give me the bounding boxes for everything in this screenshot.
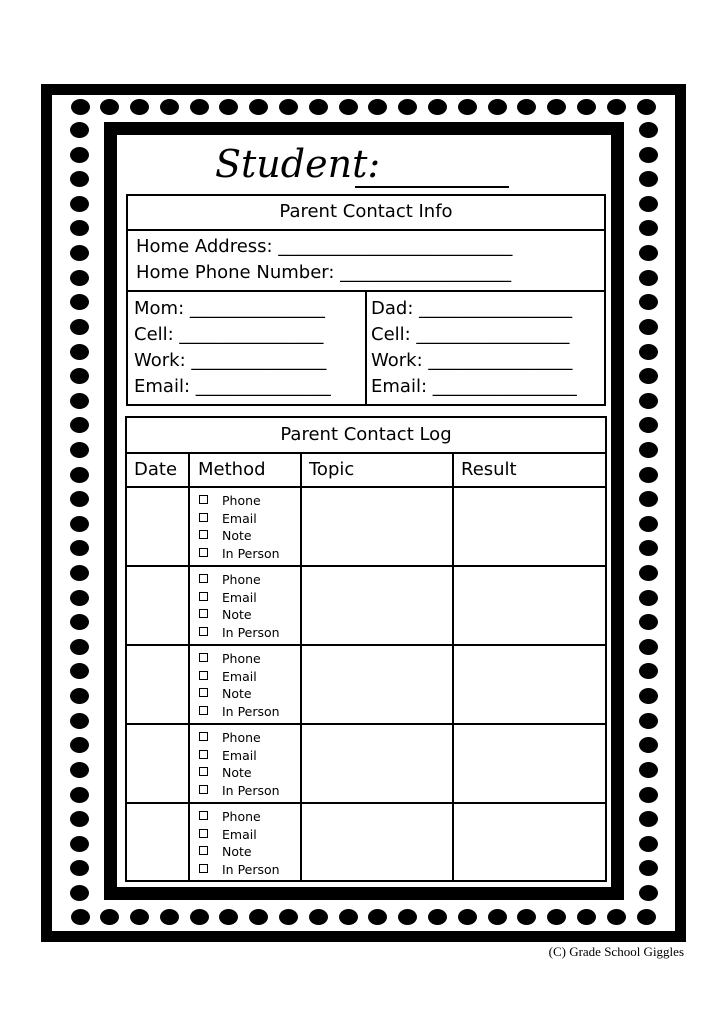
method-option[interactable] [199, 861, 280, 879]
method-option-label: Email [222, 668, 257, 684]
polka-dot [100, 909, 119, 925]
method-option-label: Phone [222, 572, 261, 587]
polka-dot [639, 713, 658, 729]
mom-name-field[interactable]: Mom: _______________ [134, 298, 325, 319]
polka-dot [639, 491, 658, 507]
info-title: Parent Contact Info [279, 201, 453, 222]
checkbox-icon[interactable] [199, 706, 208, 715]
polka-dot [637, 909, 656, 925]
polka-dot [639, 393, 658, 409]
polka-dot [70, 467, 89, 483]
polka-dot [607, 99, 626, 115]
method-option-label: Note [222, 686, 252, 701]
polka-dot [639, 516, 658, 532]
polka-dot [219, 99, 238, 115]
col-header-method: Method [198, 459, 266, 480]
polka-dot [130, 909, 149, 925]
polka-dot [428, 99, 447, 115]
method-option[interactable] [199, 589, 257, 607]
method-option[interactable] [199, 624, 280, 642]
polka-dot [458, 99, 477, 115]
polka-dot [639, 787, 658, 803]
polka-dot [309, 99, 328, 115]
log-title: Parent Contact Log [280, 424, 452, 445]
polka-dot [639, 860, 658, 876]
polka-dot [70, 713, 89, 729]
polka-dot [70, 787, 89, 803]
polka-dot [639, 836, 658, 852]
method-option-label: Email [222, 589, 257, 605]
polka-dot [160, 909, 179, 925]
polka-dot [70, 590, 89, 606]
method-option[interactable] [199, 729, 261, 747]
polka-dot [70, 294, 89, 310]
polka-dot [70, 220, 89, 236]
polka-dot [70, 319, 89, 335]
checkbox-icon[interactable] [199, 574, 208, 583]
polka-dot [130, 99, 149, 115]
polka-dot [639, 811, 658, 827]
method-option[interactable] [199, 764, 252, 782]
table-row-divider [125, 565, 607, 567]
polka-dot [279, 909, 298, 925]
polka-dot [70, 196, 89, 212]
table-row-divider [125, 644, 607, 646]
polka-dot [70, 540, 89, 556]
polka-dot [100, 99, 119, 115]
polka-dot [547, 99, 566, 115]
table-row-divider [125, 802, 607, 804]
polka-dot [70, 860, 89, 876]
dad-cell-field[interactable]: Cell: _________________ [371, 324, 570, 345]
polka-dot [398, 99, 417, 115]
polka-dot [637, 99, 656, 115]
method-option[interactable] [199, 545, 280, 563]
table-row-divider [125, 723, 607, 725]
method-option-label: In Person [222, 545, 280, 561]
polka-dot [639, 885, 658, 901]
polka-dot [639, 467, 658, 483]
checkbox-icon[interactable] [199, 530, 208, 539]
polka-dot [279, 99, 298, 115]
checkbox-icon[interactable] [199, 829, 208, 838]
polka-dot [639, 663, 658, 679]
polka-dot [368, 99, 387, 115]
method-option[interactable] [199, 808, 261, 826]
polka-dot [639, 590, 658, 606]
method-option-label: Phone [222, 809, 261, 824]
method-option[interactable] [199, 826, 257, 844]
method-option[interactable] [199, 571, 261, 589]
polka-dot [517, 99, 536, 115]
method-option[interactable] [199, 747, 257, 765]
home-address-field[interactable]: Home Address: __________________________ [136, 236, 513, 257]
polka-dot [249, 909, 268, 925]
polka-dot [639, 614, 658, 630]
polka-dot [639, 196, 658, 212]
method-option-label: Phone [222, 730, 261, 745]
polka-dot [190, 99, 209, 115]
polka-dot [368, 909, 387, 925]
polka-dot [577, 909, 596, 925]
polka-dot [70, 737, 89, 753]
mom-email-field[interactable]: Email: _______________ [134, 376, 331, 397]
copyright-notice: (C) Grade School Giggles [548, 944, 684, 959]
polka-dot [639, 540, 658, 556]
log-col-divider-1 [188, 452, 190, 882]
checkbox-icon[interactable] [199, 767, 208, 776]
method-option[interactable] [199, 492, 261, 510]
polka-dot [219, 909, 238, 925]
polka-dot [70, 393, 89, 409]
polka-dot [639, 639, 658, 655]
polka-dot [309, 909, 328, 925]
polka-dot [70, 442, 89, 458]
polka-dot [70, 368, 89, 384]
mom-work-field[interactable]: Work: _______________ [134, 350, 327, 371]
checkbox-icon[interactable] [199, 671, 208, 680]
polka-dot [70, 344, 89, 360]
polka-dot [70, 270, 89, 286]
method-option[interactable] [199, 650, 261, 668]
polka-dot [70, 122, 89, 138]
polka-dot [70, 516, 89, 532]
method-option-label: In Person [222, 861, 280, 877]
mom-cell-field[interactable]: Cell: ________________ [134, 324, 324, 345]
method-option[interactable] [199, 685, 252, 703]
checkbox-icon[interactable] [199, 688, 208, 697]
polka-dot [488, 909, 507, 925]
polka-dot [70, 614, 89, 630]
polka-dot [70, 171, 89, 187]
polka-dot [639, 294, 658, 310]
method-option[interactable] [199, 510, 257, 528]
checkbox-icon[interactable] [199, 609, 208, 618]
checkbox-icon[interactable] [199, 750, 208, 759]
log-header-divider [125, 486, 607, 488]
method-option-label: Email [222, 747, 257, 763]
polka-dot [639, 762, 658, 778]
polka-dot [70, 565, 89, 581]
polka-dot [249, 99, 268, 115]
method-option[interactable] [199, 668, 257, 686]
method-option-label: Note [222, 607, 252, 622]
home-phone-field[interactable]: Home Phone Number: ___________________ [136, 262, 512, 283]
method-option-label: Phone [222, 651, 261, 666]
polka-dot [577, 99, 596, 115]
polka-dot [160, 99, 179, 115]
polka-dot [70, 491, 89, 507]
method-option-label: Note [222, 528, 252, 543]
method-option-label: Note [222, 765, 252, 780]
polka-dot [70, 836, 89, 852]
method-option[interactable] [199, 843, 252, 861]
method-option[interactable] [199, 703, 280, 721]
checkbox-icon[interactable] [199, 846, 208, 855]
polka-dot [639, 147, 658, 163]
polka-dot [639, 344, 658, 360]
polka-dot [639, 368, 658, 384]
dad-work-field[interactable]: Work: ________________ [371, 350, 573, 371]
polka-dot [458, 909, 477, 925]
col-header-topic: Topic [309, 459, 355, 480]
col-header-result: Result [461, 459, 517, 480]
polka-dot [70, 663, 89, 679]
log-title-divider [125, 452, 607, 454]
polka-dot [428, 909, 447, 925]
info-column-divider [365, 290, 367, 406]
polka-dot [639, 220, 658, 236]
method-option[interactable] [199, 527, 252, 545]
polka-dot [70, 762, 89, 778]
polka-dot [70, 885, 89, 901]
method-option[interactable] [199, 606, 252, 624]
log-col-divider-3 [452, 452, 454, 882]
polka-dot [639, 245, 658, 261]
checkbox-icon[interactable] [199, 732, 208, 741]
checkbox-icon[interactable] [199, 592, 208, 601]
polka-dot [71, 99, 90, 115]
polka-dot [70, 639, 89, 655]
polka-dot [639, 171, 658, 187]
log-col-divider-2 [300, 452, 302, 882]
polka-dot [547, 909, 566, 925]
polka-dot [607, 909, 626, 925]
method-option-label: In Person [222, 782, 280, 798]
polka-dot [70, 245, 89, 261]
checkbox-icon[interactable] [199, 864, 208, 873]
polka-dot [70, 147, 89, 163]
col-header-date: Date [134, 459, 178, 480]
dad-email-field[interactable]: Email: ________________ [371, 376, 577, 397]
checkbox-icon[interactable] [199, 627, 208, 636]
polka-dot [639, 737, 658, 753]
student-name-line[interactable] [355, 186, 509, 188]
polka-dot [488, 99, 507, 115]
info-divider-1 [126, 229, 606, 231]
polka-dot [70, 688, 89, 704]
method-option-label: Email [222, 826, 257, 842]
polka-dot [639, 122, 658, 138]
polka-dot [639, 688, 658, 704]
method-option-label: In Person [222, 624, 280, 640]
polka-dot [639, 417, 658, 433]
method-option[interactable] [199, 782, 280, 800]
polka-dot [71, 909, 90, 925]
checkbox-icon[interactable] [199, 513, 208, 522]
method-option-label: Phone [222, 493, 261, 508]
polka-dot [517, 909, 536, 925]
polka-dot [398, 909, 417, 925]
checkbox-icon[interactable] [199, 653, 208, 662]
method-option-label: Note [222, 844, 252, 859]
polka-dot [190, 909, 209, 925]
student-label: Student: [215, 142, 381, 186]
checkbox-icon[interactable] [199, 495, 208, 504]
method-option-label: Email [222, 510, 257, 526]
checkbox-icon[interactable] [199, 811, 208, 820]
polka-dot [639, 319, 658, 335]
polka-dot [339, 99, 358, 115]
polka-dot [70, 811, 89, 827]
polka-dot [339, 909, 358, 925]
method-option-label: In Person [222, 703, 280, 719]
checkbox-icon[interactable] [199, 548, 208, 557]
checkbox-icon[interactable] [199, 785, 208, 794]
polka-dot [639, 270, 658, 286]
polka-dot [639, 565, 658, 581]
polka-dot [70, 417, 89, 433]
polka-dot [639, 442, 658, 458]
dad-name-field[interactable]: Dad: _________________ [371, 298, 573, 319]
